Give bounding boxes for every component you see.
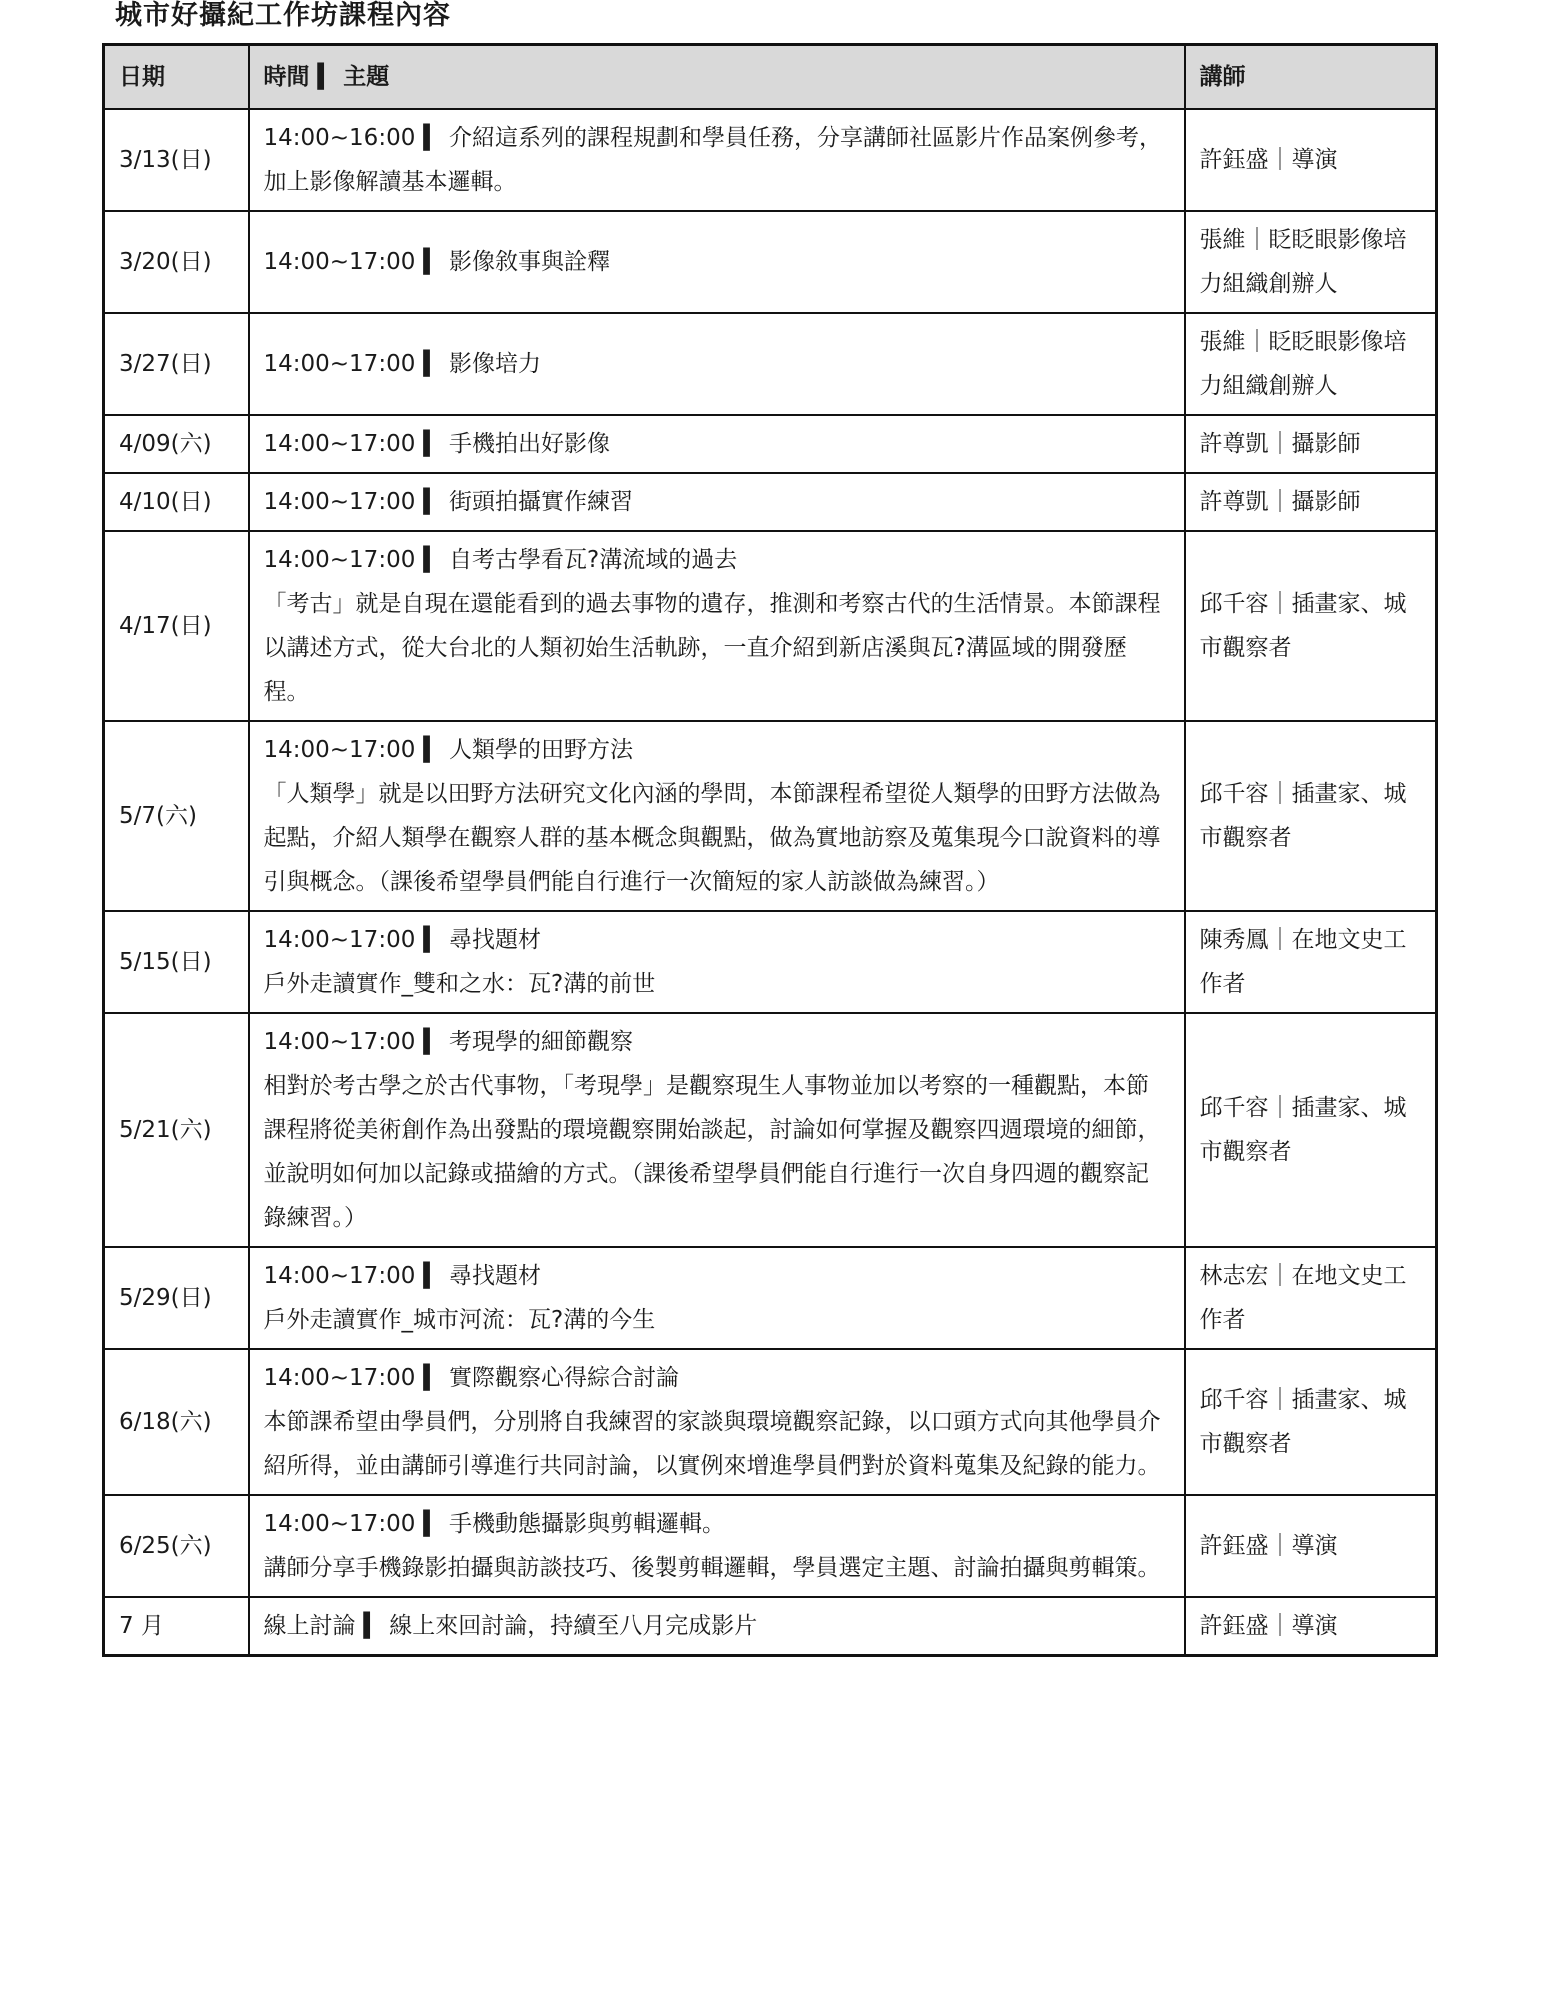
session-topic: 自考古學看瓦?溝流域的過去 xyxy=(449,547,738,573)
session-lecturer: 張維｜眨眨眼影像培力組織創辦人 xyxy=(1185,211,1437,313)
session-lecturer: 許鈺盛｜導演 xyxy=(1185,1597,1437,1656)
session-lecturer: 邱千容｜插畫家、城市觀察者 xyxy=(1185,1013,1437,1247)
table-row xyxy=(104,911,1437,1013)
table-row xyxy=(104,1349,1437,1495)
session-lecturer: 邱千容｜插畫家、城市觀察者 xyxy=(1185,1349,1437,1495)
header-time: 時間 xyxy=(263,64,310,90)
session-topic: 考現學的細節觀察 xyxy=(449,1029,634,1055)
header-separator: ▍ xyxy=(317,64,336,90)
session-date: 5/29(日) xyxy=(104,1247,249,1349)
session-description: 戶外走讀實作_城市河流：瓦?溝的今生 xyxy=(263,1307,656,1333)
session-topic: 尋找題材 xyxy=(449,927,542,953)
session-time: 14:00~17:00 xyxy=(263,1263,416,1289)
session-separator: ▍ xyxy=(363,1613,382,1639)
header-time-topic xyxy=(249,45,1185,110)
session-lecturer: 許鈺盛｜導演 xyxy=(1185,109,1437,211)
table-row xyxy=(104,1013,1437,1247)
session-time: 14:00~17:00 xyxy=(263,1511,416,1537)
session-date: 7 月 xyxy=(104,1597,249,1656)
page-title: 城市好攝紀工作坊課程內容 xyxy=(115,0,451,31)
session-lecturer: 許尊凱｜攝影師 xyxy=(1185,415,1437,473)
session-content xyxy=(249,1247,1185,1349)
session-description: 講師分享手機錄影拍攝與訪談技巧、後製剪輯邏輯，學員選定主題、討論拍攝與剪輯策。 xyxy=(263,1555,1161,1581)
session-date: 5/7(六) xyxy=(104,721,249,911)
course-schedule-table xyxy=(102,43,1438,1657)
table-row xyxy=(104,531,1437,721)
session-topic: 影像培力 xyxy=(449,351,542,377)
session-description: 戶外走讀實作_雙和之水：瓦?溝的前世 xyxy=(263,971,656,997)
session-topic: 線上來回討論，持續至八月完成影片 xyxy=(389,1613,758,1639)
session-separator: ▍ xyxy=(423,249,442,275)
session-separator: ▍ xyxy=(423,1365,442,1391)
session-time: 14:00~17:00 xyxy=(263,249,416,275)
session-lecturer: 邱千容｜插畫家、城市觀察者 xyxy=(1185,721,1437,911)
session-content xyxy=(249,531,1185,721)
table-row xyxy=(104,313,1437,415)
session-time: 14:00~17:00 xyxy=(263,1029,416,1055)
session-date: 6/18(六) xyxy=(104,1349,249,1495)
session-topic: 介紹這系列的課程規劃和學員任務，分享講師社區影片作品案例參考，加上影像解讀基本邏輯。 xyxy=(263,125,1163,195)
session-content xyxy=(249,211,1185,313)
session-date: 4/17(日) xyxy=(104,531,249,721)
table-row xyxy=(104,415,1437,473)
session-date: 5/15(日) xyxy=(104,911,249,1013)
session-lecturer: 陳秀鳳｜在地文史工作者 xyxy=(1185,911,1437,1013)
header-topic: 主題 xyxy=(343,64,390,90)
table-row xyxy=(104,473,1437,531)
session-description: 相對於考古學之於古代事物，「考現學」是觀察現生人事物並加以考察的一種觀點，本節課程將從美術創作為出發點的環境觀察開始談起，討論如何掌握及觀察四週環境的細節，並說明如何加以記錄或描繪的方式。（課後希望學員們能自行進行一次自身四週的觀察記錄練習。） xyxy=(263,1073,1161,1231)
session-date: 3/13(日) xyxy=(104,109,249,211)
session-lecturer: 許尊凱｜攝影師 xyxy=(1185,473,1437,531)
session-date: 3/20(日) xyxy=(104,211,249,313)
session-content xyxy=(249,415,1185,473)
table-row xyxy=(104,109,1437,211)
table-header-row xyxy=(104,45,1437,110)
session-separator: ▍ xyxy=(423,431,442,457)
session-topic: 尋找題材 xyxy=(449,1263,542,1289)
session-separator: ▍ xyxy=(423,1263,442,1289)
session-topic: 實際觀察心得綜合討論 xyxy=(449,1365,680,1391)
table-row xyxy=(104,211,1437,313)
session-date: 3/27(日) xyxy=(104,313,249,415)
session-time: 14:00~17:00 xyxy=(263,547,416,573)
session-separator: ▍ xyxy=(423,125,442,151)
session-description: 本節課希望由學員們，分別將自我練習的家談與環境觀察記錄，以口頭方式向其他學員介紹所得，並由講師引導進行共同討論，以實例來增進學員們對於資料蒐集及紀錄的能力。 xyxy=(263,1409,1161,1479)
session-lecturer: 邱千容｜插畫家、城市觀察者 xyxy=(1185,531,1437,721)
session-time: 14:00~17:00 xyxy=(263,489,416,515)
session-content xyxy=(249,473,1185,531)
session-separator: ▍ xyxy=(423,1511,442,1537)
header-date: 日期 xyxy=(104,45,249,110)
session-topic: 手機拍出好影像 xyxy=(449,431,611,457)
session-time: 14:00~17:00 xyxy=(263,351,416,377)
table-row xyxy=(104,1247,1437,1349)
session-date: 6/25(六) xyxy=(104,1495,249,1597)
session-separator: ▍ xyxy=(423,737,442,763)
session-lecturer: 張維｜眨眨眼影像培力組織創辦人 xyxy=(1185,313,1437,415)
session-topic: 人類學的田野方法 xyxy=(449,737,634,763)
header-lecturer: 講師 xyxy=(1185,45,1437,110)
session-separator: ▍ xyxy=(423,351,442,377)
session-separator: ▍ xyxy=(423,489,442,515)
session-separator: ▍ xyxy=(423,547,442,573)
table-row xyxy=(104,721,1437,911)
session-date: 4/09(六) xyxy=(104,415,249,473)
session-topic: 影像敘事與詮釋 xyxy=(449,249,611,275)
session-description: 「人類學」就是以田野方法研究文化內涵的學問，本節課程希望從人類學的田野方法做為起點，介紹人類學在觀察人群的基本概念與觀點，做為實地訪察及蒐集現今口說資料的導引與概念。（課後希望學員們能自行進行一次簡短的家人訪談做為練習。） xyxy=(263,781,1161,895)
session-content xyxy=(249,911,1185,1013)
session-time: 14:00~17:00 xyxy=(263,927,416,953)
session-content xyxy=(249,1349,1185,1495)
session-lecturer: 林志宏｜在地文史工作者 xyxy=(1185,1247,1437,1349)
session-content xyxy=(249,1495,1185,1597)
session-time: 14:00~17:00 xyxy=(263,737,416,763)
session-content xyxy=(249,1013,1185,1247)
table-row xyxy=(104,1597,1437,1656)
session-content xyxy=(249,1597,1185,1656)
session-content xyxy=(249,721,1185,911)
session-content xyxy=(249,109,1185,211)
session-date: 5/21(六) xyxy=(104,1013,249,1247)
session-time: 14:00~17:00 xyxy=(263,1365,416,1391)
session-content xyxy=(249,313,1185,415)
session-description: 「考古」就是自現在還能看到的過去事物的遺存，推測和考察古代的生活情景。本節課程以講述方式，從大台北的人類初始生活軌跡，一直介紹到新店溪與瓦?溝區域的開發歷程。 xyxy=(263,591,1161,705)
session-topic: 手機動態攝影與剪輯邏輯。 xyxy=(449,1511,726,1537)
session-date: 4/10(日) xyxy=(104,473,249,531)
table-row xyxy=(104,1495,1437,1597)
session-time: 14:00~16:00 xyxy=(263,125,416,151)
session-separator: ▍ xyxy=(423,1029,442,1055)
session-topic: 街頭拍攝實作練習 xyxy=(449,489,634,515)
session-time: 線上討論 xyxy=(263,1613,356,1639)
session-lecturer: 許鈺盛｜導演 xyxy=(1185,1495,1437,1597)
session-time: 14:00~17:00 xyxy=(263,431,416,457)
session-separator: ▍ xyxy=(423,927,442,953)
